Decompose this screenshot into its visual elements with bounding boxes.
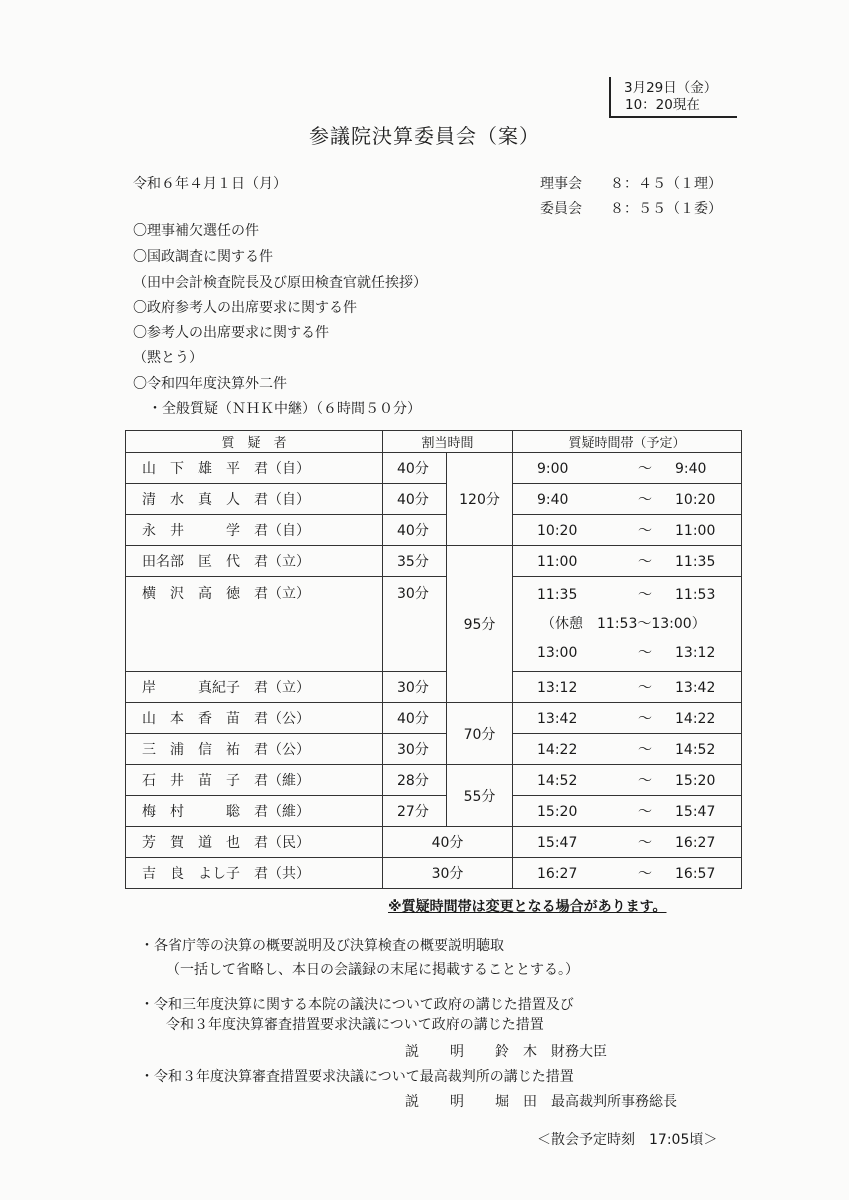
allotted-minutes: 40分 <box>383 827 513 858</box>
explainer: 堀 田 最高裁判所事務総長 <box>495 1094 677 1110</box>
time-slot <box>513 577 742 672</box>
time-end: 16:27 <box>675 835 716 851</box>
time-end: 14:22 <box>675 711 716 727</box>
time-end: 10:20 <box>675 492 716 508</box>
questioner-name: 田名部 匡 代 君（立） <box>126 546 383 577</box>
questioner-name: 清 水 真 人 君（自） <box>126 484 383 515</box>
time-end: 13:42 <box>675 680 716 696</box>
stamp-time: 10：20現在 <box>625 97 700 113</box>
time-slot <box>513 484 742 515</box>
time-sep: ～ <box>638 742 653 758</box>
questioner-name: 岸 真紀子 君（立） <box>126 672 383 703</box>
explanation-label: 明 <box>450 1094 464 1110</box>
closing-time: ＜散会予定時刻 17:05頃＞ <box>537 1132 718 1148</box>
time-start: 13:42 <box>537 711 578 727</box>
table-row <box>126 515 742 546</box>
time-sep: ～ <box>638 835 653 851</box>
table-header <box>126 431 742 453</box>
questioner-name: 山 本 香 苗 君（公） <box>126 703 383 734</box>
time-start: 14:22 <box>537 742 578 758</box>
time-start: 13:12 <box>537 680 578 696</box>
time-end: 11:35 <box>675 554 716 570</box>
time-end: 15:20 <box>675 773 716 789</box>
time-sep: ～ <box>638 554 653 570</box>
note-item: ・令和三年度決算に関する本院の議決について政府の講じた措置及び <box>140 997 574 1013</box>
time-slot <box>513 765 742 796</box>
allotted-minutes: 30分 <box>383 858 513 889</box>
allotted-minutes: 35分 <box>383 546 447 577</box>
time-start: 10:20 <box>537 523 578 539</box>
agenda-item: 〇参考人の出席要求に関する件 <box>133 325 329 341</box>
agenda-item: （田中会計検査院長及び原田検査官就任挨拶） <box>133 275 427 291</box>
table-row <box>126 577 742 672</box>
table-row <box>126 703 742 734</box>
break-note: （休憩 11:53～13:00） <box>541 615 706 632</box>
questioner-name: 吉 良 よし子 君（共） <box>126 858 383 889</box>
explainer: 鈴 木 財務大臣 <box>495 1044 607 1060</box>
schedule-label: 理事会 <box>540 176 582 192</box>
time-end: 11:53 <box>675 586 716 603</box>
group-minutes: 95分 <box>447 546 513 703</box>
time-end: 13:12 <box>675 644 716 661</box>
header-questioner: 質 疑 者 <box>126 431 383 453</box>
allotted-minutes: 40分 <box>383 515 447 546</box>
schedule-time: ８：５５（１委） <box>610 201 722 217</box>
time-sep: ～ <box>638 492 653 508</box>
time-start: 13:00 <box>537 644 578 661</box>
time-start: 11:35 <box>537 586 578 603</box>
table-row <box>126 453 742 484</box>
agenda-item: 〇理事補欠選任の件 <box>133 223 259 239</box>
time-slot <box>513 672 742 703</box>
questioner-name: 永 井 学 君（自） <box>126 515 383 546</box>
time-start: 15:47 <box>537 835 578 851</box>
time-end: 15:47 <box>675 804 716 820</box>
questioner-name: 梅 村 聡 君（維） <box>126 796 383 827</box>
group-minutes: 70分 <box>447 703 513 765</box>
table-row <box>126 827 742 858</box>
explanation-label: 説 <box>405 1044 419 1060</box>
table-row <box>126 765 742 796</box>
agenda-item: 〇令和四年度決算外二件 <box>133 376 287 392</box>
time-slot <box>513 515 742 546</box>
schedule-label: 委員会 <box>540 201 582 217</box>
time-start: 16:27 <box>537 866 578 882</box>
explanation <box>405 1091 677 1111</box>
time-slot <box>513 703 742 734</box>
status-stamp <box>609 77 737 118</box>
schedule-time: ８：４５（１理） <box>610 176 722 192</box>
group-minutes: 55分 <box>447 765 513 827</box>
table-row <box>126 546 742 577</box>
time-sep: ～ <box>638 680 653 696</box>
questioner-name: 横 沢 高 徳 君（立） <box>126 577 383 672</box>
time-change-notice: ※質疑時間帯は変更となる場合があります。 <box>388 899 667 915</box>
explanation-label: 明 <box>450 1044 464 1060</box>
questioner-name: 山 下 雄 平 君（自） <box>126 453 383 484</box>
table-row <box>126 672 742 703</box>
agenda-item: 〇国政調査に関する件 <box>133 249 273 265</box>
table-row <box>126 484 742 515</box>
time-sep: ～ <box>638 711 653 727</box>
header-timeslot: 質疑時間帯（予定） <box>513 431 742 453</box>
questioner-name: 芳 賀 道 也 君（民） <box>126 827 383 858</box>
time-start: 9:00 <box>537 461 569 477</box>
time-slot <box>513 453 742 484</box>
table-row <box>126 858 742 889</box>
time-end: 14:52 <box>675 742 716 758</box>
note-item: ・各省庁等の決算の概要説明及び決算検査の概要説明聴取 <box>140 938 504 954</box>
time-slot <box>513 734 742 765</box>
agenda-item: 〇政府参考人の出席要求に関する件 <box>133 300 357 316</box>
time-sep: ～ <box>638 866 653 882</box>
table-row <box>126 734 742 765</box>
time-start: 9:40 <box>537 492 569 508</box>
allotted-minutes: 40分 <box>383 453 447 484</box>
allotted-minutes: 30分 <box>383 577 447 672</box>
agenda-item: （黙とう） <box>133 350 203 366</box>
time-start: 15:20 <box>537 804 578 820</box>
time-slot <box>513 858 742 889</box>
allotted-minutes: 28分 <box>383 765 447 796</box>
time-sep: ～ <box>638 773 653 789</box>
schedule-committee <box>540 198 722 218</box>
time-sep: ～ <box>638 804 653 820</box>
questioner-table <box>125 430 742 889</box>
time-slot <box>513 827 742 858</box>
time-sep: ～ <box>638 461 653 477</box>
note-item: ・令和３年度決算審査措置要求決議について最高裁判所の講じた措置 <box>140 1069 574 1085</box>
time-sep: ～ <box>638 523 653 539</box>
note-continuation: 令和３年度決算審査措置要求決議について政府の講じた措置 <box>166 1017 544 1033</box>
meeting-date: 令和６年４月１日（月） <box>133 176 287 192</box>
time-end: 9:40 <box>675 461 707 477</box>
header-allotted: 割当時間 <box>383 431 513 453</box>
questioner-name: 石 井 苗 子 君（維） <box>126 765 383 796</box>
time-start: 14:52 <box>537 773 578 789</box>
table-row <box>126 796 742 827</box>
time-sep: ～ <box>638 644 653 661</box>
allotted-minutes: 27分 <box>383 796 447 827</box>
explanation <box>405 1041 607 1061</box>
schedule-board-meeting <box>540 173 722 193</box>
note-continuation: （一括して省略し、本日の会議録の末尾に掲載することとする。） <box>166 962 579 978</box>
allotted-minutes: 40分 <box>383 484 447 515</box>
allotted-minutes: 40分 <box>383 703 447 734</box>
time-slot <box>513 796 742 827</box>
time-end: 16:57 <box>675 866 716 882</box>
time-start: 11:00 <box>537 554 578 570</box>
time-end: 11:00 <box>675 523 716 539</box>
questioner-name: 三 浦 信 祐 君（公） <box>126 734 383 765</box>
stamp-date: 3月29日（金） <box>624 80 718 96</box>
allotted-minutes: 30分 <box>383 734 447 765</box>
page-title: 参議院決算委員会（案） <box>309 124 540 148</box>
time-sep: ～ <box>638 586 653 603</box>
group-minutes: 120分 <box>447 453 513 546</box>
time-slot <box>513 546 742 577</box>
agenda-subitem: ・全般質疑（ＮＨＫ中継）（６時間５０分） <box>148 401 421 417</box>
allotted-minutes: 30分 <box>383 672 447 703</box>
explanation-label: 説 <box>405 1094 419 1110</box>
